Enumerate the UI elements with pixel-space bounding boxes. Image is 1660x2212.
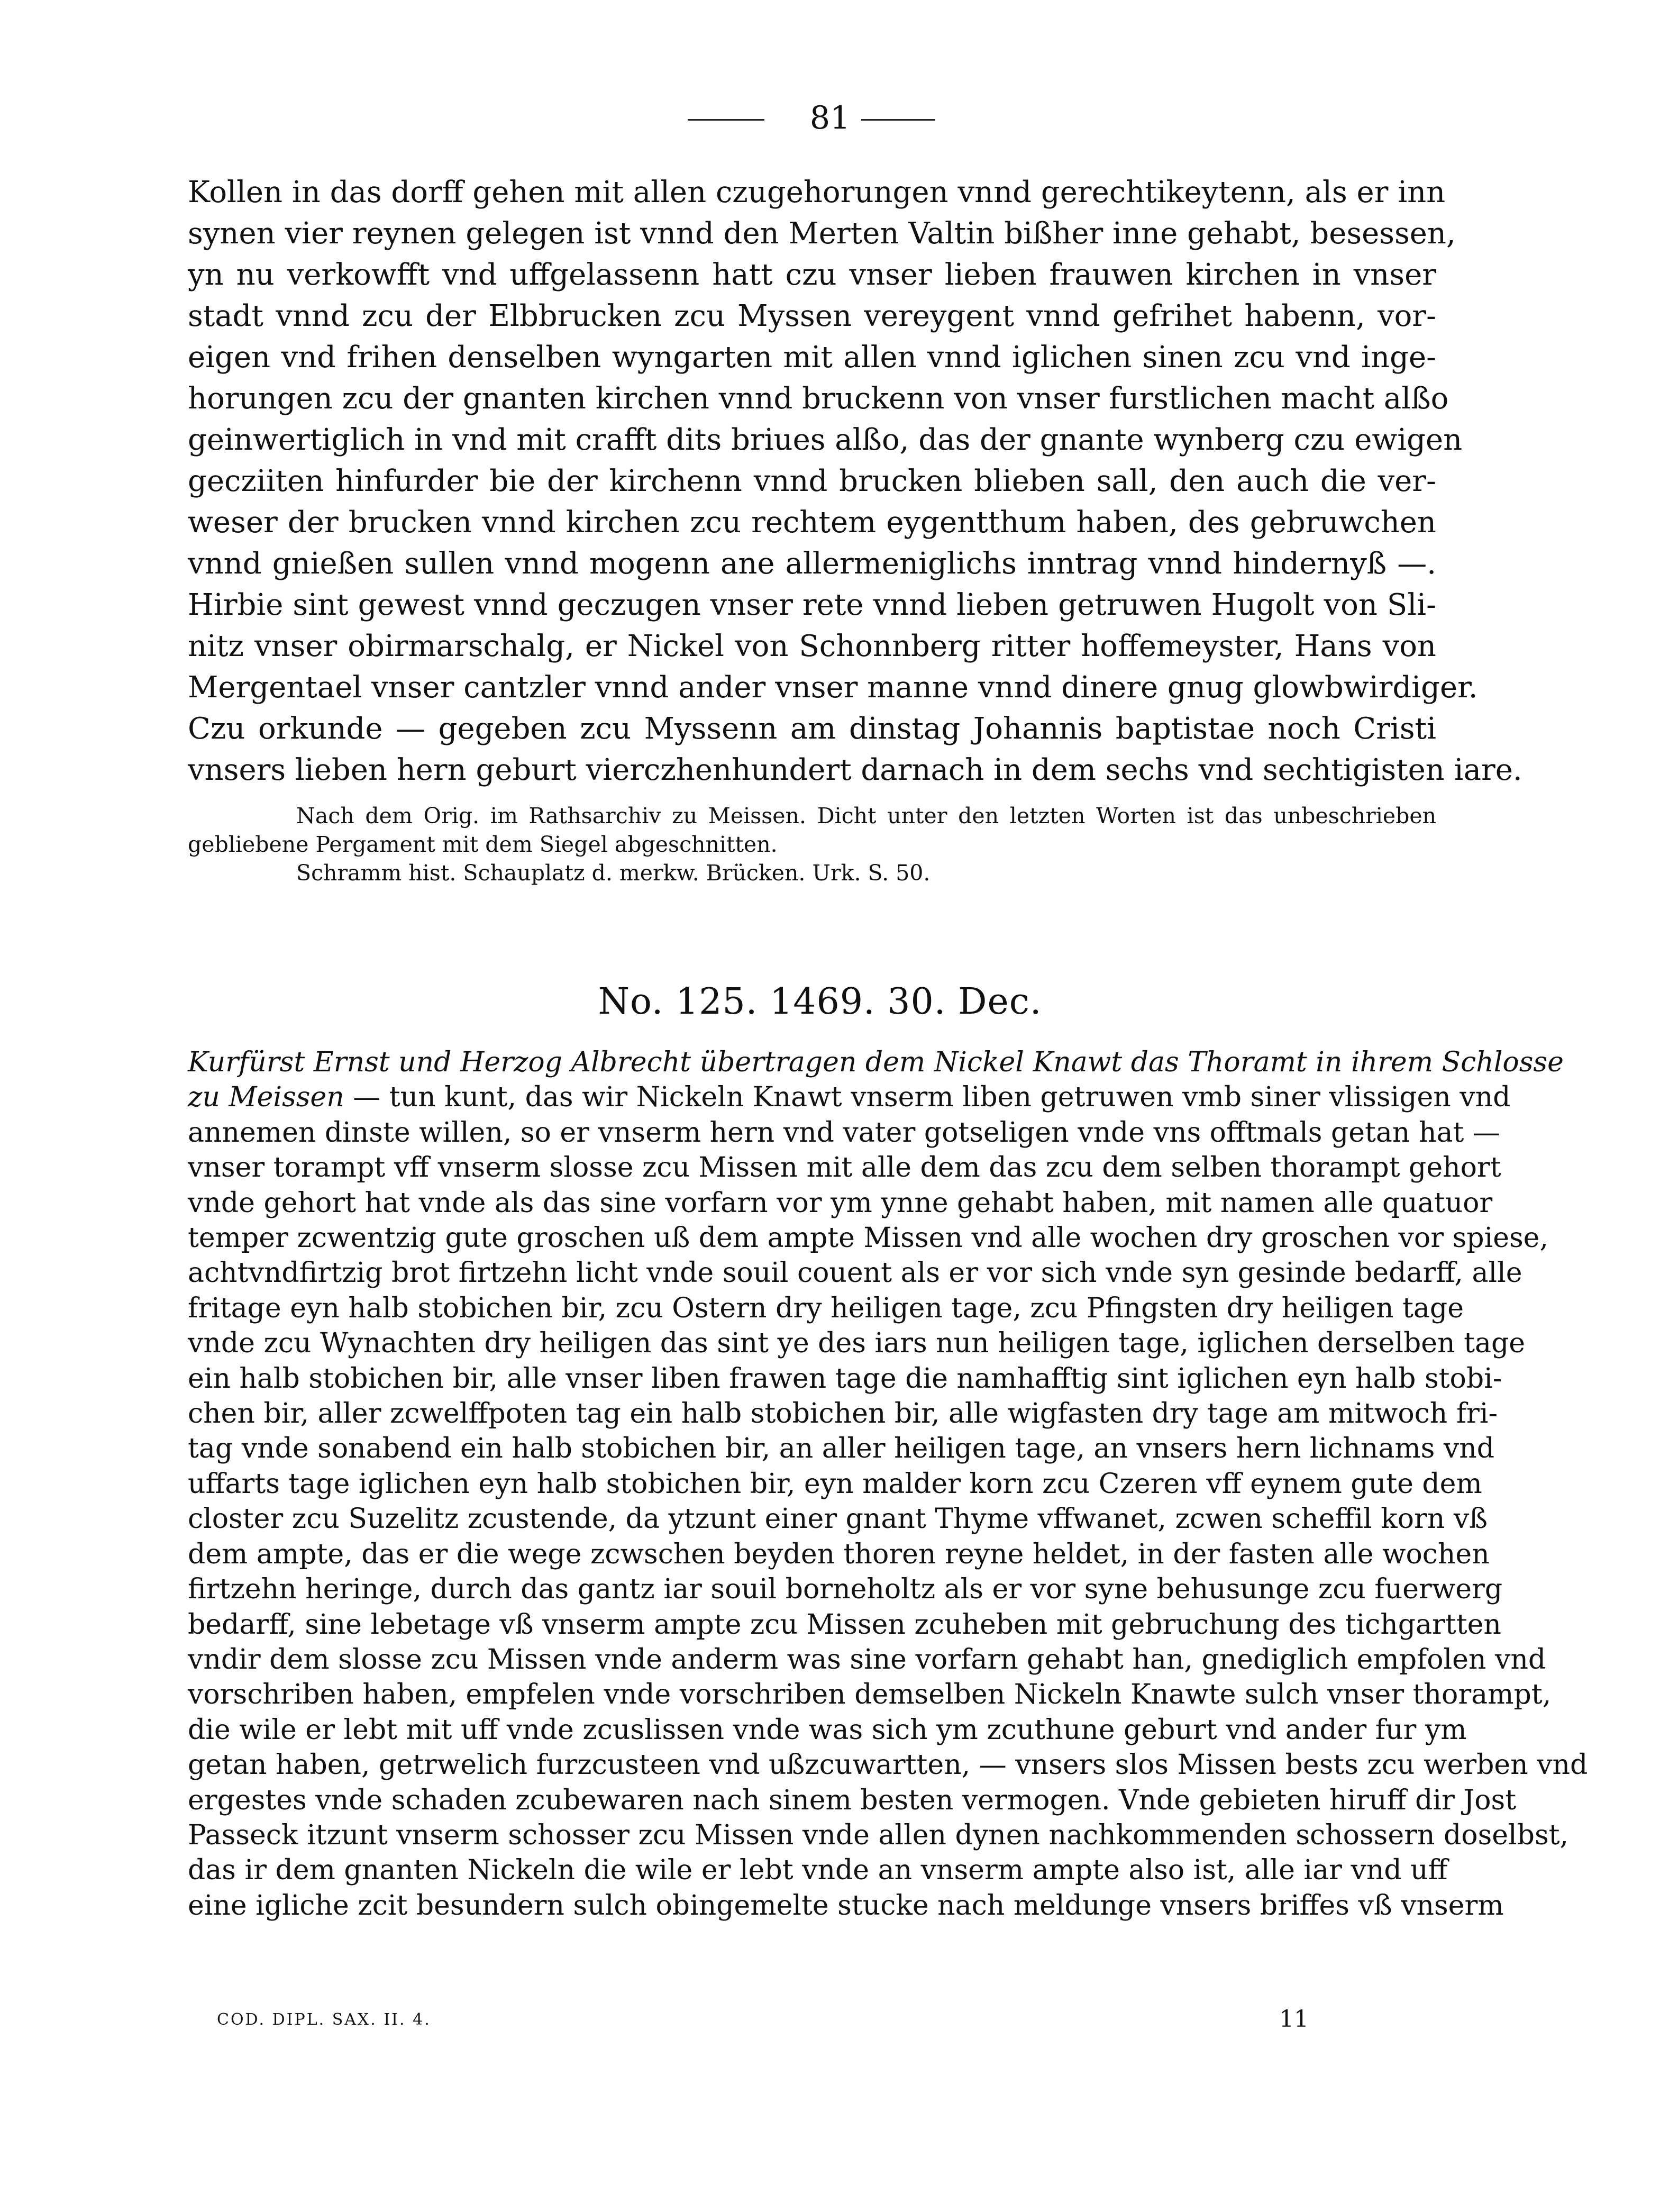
charter-line: nitz vnser obirmarschalg, er Nickel von Schonnberg ritter hoffemeyster, Hans von — [188, 629, 1436, 663]
source-reference — [296, 859, 984, 887]
body-line: das ir dem gnanten Nickeln die wile er lebt vnde an vnserm ampte also ist, alle iar vnd uff — [188, 1854, 1448, 1887]
document-body — [188, 1045, 1588, 1923]
charter-line: geinwertiglich in vnd mit crafft dits briues alßo, das der gnante wynberg czu ewigen — [188, 423, 1463, 457]
charter-line: gecziiten hinfurder bie der kirchenn vnnd brucken blieben sall, den auch die ver- — [188, 464, 1436, 498]
charter-line: Hirbie sint gewest vnnd geczugen vnser rete vnnd lieben getruwen Hugolt von Sli- — [188, 588, 1436, 622]
body-line: bedarff, sine lebetage vß vnserm ampte zcu Missen zcuheben mit gebruchung des tichgartten — [188, 1608, 1501, 1641]
body-line: closter zcu Suzelitz zcustende, da ytzunt einer gnant Thyme vffwanet, zcwen scheffil korn vß — [188, 1503, 1488, 1535]
source-note — [188, 802, 1436, 859]
charter-line: Czu orkunde — gegeben zcu Myssenn am dinstag Johannis baptistae noch Cristi — [188, 712, 1436, 746]
charter-line: horungen zcu der gnanten kirchen vnnd bruckenn von vnser furstlichen macht alßo — [188, 381, 1449, 416]
body-line: ergestes vnde schaden zcubewaren nach sinem besten vermogen. Vnde gebieten hiruff dir Jost — [188, 1784, 1517, 1816]
charter-line: yn nu verkowfft vnd uffgelassenn hatt czu vnser lieben frauwen kirchen in vnser — [188, 258, 1436, 292]
summary-line: Kurfürst Ernst und Herzog Albrecht übertragen dem Nickel Knawt das Thoramt in ihrem Schlosse — [188, 1046, 1564, 1078]
sheet-number: 11 — [1279, 2006, 1309, 2033]
body-line: temper zcwentzig gute groschen uß dem ampte Missen vnd alle wochen dry groschen vor spiese, — [188, 1222, 1548, 1254]
body-line: dem ampte, das er die wege zcwschen beyden thoren reyne heldet, in der fasten alle wochen — [188, 1538, 1490, 1570]
body-line: getan haben, getrwelich furzcusteen vnd ußzcuwartten, — vnsers slos Missen bests zcu werben vnd — [188, 1749, 1588, 1781]
charter-line: weser der brucken vnnd kirchen zcu rechtem eygentthum haben, des gebruwchen — [188, 505, 1436, 540]
body-line: die wile er lebt mit uff vnde zcuslissen vnde was sich ym zcuthune geburt vnd ander fur ym — [188, 1714, 1467, 1746]
body-line: achtvndfirtzig brot firtzehn licht vnde souil couent als er vor sich vnde syn gesinde bedarff, alle — [188, 1257, 1522, 1289]
body-line: vndir dem slosse zcu Missen vnde anderm was sine vorfarn gehabt han, gnediglich empfolen vnd — [188, 1643, 1546, 1676]
source-note-line: Nach dem Orig. im Rathsarchiv zu Meissen. Dicht unter den letzten Worten ist das unbeschrieben — [296, 803, 1436, 829]
charter-line: synen vier reynen gelegen ist vnnd den Merten Valtin bißher inne gehabt, besessen, — [188, 216, 1456, 251]
charter-text — [188, 172, 1522, 791]
charter-line: vnnd gnießen sullen vnnd mogenn ane allermeniglichs inntrag vnnd hindernyß —. — [188, 547, 1436, 581]
charter-line: eigen vnd frihen denselben wyngarten mit allen vnnd iglichen sinen zcu vnd inge- — [188, 340, 1436, 375]
charter-line: vnsers lieben hern geburt vierczhenhundert darnach in dem sechs vnd sechtigisten iare. — [188, 753, 1522, 787]
charter-line: Mergentael vnser cantzler vnnd ander vnser manne vnnd dinere gnug glowbwirdiger. — [188, 670, 1478, 705]
summary-line-rest: — tun kunt, das wir Nickeln Knawt vnserm liben getruwen vmb siner vlissigen vnd — [344, 1081, 1511, 1114]
summary-place: zu Meissen — [188, 1081, 344, 1114]
page-number-rule-left — [688, 119, 764, 121]
page-number-rule-right — [861, 119, 935, 121]
charter-line: Kollen in das dorff gehen mit allen czugehorungen vnnd gerechtikeytenn, als er inn — [188, 175, 1446, 210]
source-reference-line: Schramm hist. Schauplatz d. merkw. Brücken. Urk. S. 50. — [296, 860, 931, 886]
source-note-line: gebliebene Pergament mit dem Siegel abgeschnitten. — [188, 832, 778, 857]
body-line: fritage eyn halb stobichen bir, zcu Ostern dry heiligen tage, zcu Pfingsten dry heiligen tage — [188, 1292, 1464, 1324]
body-line: vnde zcu Wynachten dry heiligen das sint ye des iars nun heiligen tage, iglichen derselben tage — [188, 1327, 1526, 1360]
body-line: ein halb stobichen bir, alle vnser liben frawen tage die namhafftig sint iglichen eyn halb stobi- — [188, 1362, 1502, 1395]
body-line: annemen dinste willen, so er vnserm hern vnd vater gotseligen vnde vns offtmals getan hat — — [188, 1116, 1500, 1149]
body-line: Passeck itzunt vnserm schosser zcu Missen vnde allen dynen nachkommenden schossern doselbst, — [188, 1819, 1569, 1851]
body-line: vorschriben haben, empfelen vnde vorschriben demselben Nickeln Knawte sulch vnser thorampt, — [188, 1679, 1552, 1711]
body-line: tag vnde sonabend ein halb stobichen bir, an aller heiligen tage, an vnsers hern lichnams vnd — [188, 1433, 1495, 1465]
body-line: vnde gehort hat vnde als das sine vorfarn vor ym ynne gehabt haben, mit namen alle quatuor — [188, 1187, 1493, 1219]
signature-mark: COD. DIPL. SAX. II. 4. — [217, 2010, 431, 2029]
page-number: 81 — [809, 99, 851, 136]
document-heading: No. 125. 1469. 30. Dec. — [598, 981, 1042, 1023]
summary-line — [188, 1080, 1511, 1115]
charter-line: stadt vnnd zcu der Elbbrucken zcu Myssen vereygent vnnd gefrihet habenn, vor- — [188, 299, 1436, 333]
body-line: eine igliche zcit besundern sulch obingemelte stucke nach meldunge vnsers briffes vß vnserm — [188, 1889, 1504, 1922]
body-line: chen bir, aller zcwelffpoten tag ein halb stobichen bir, alle wigfasten dry tage am mitwoch fri- — [188, 1398, 1498, 1430]
body-line: uffarts tage iglichen eyn halb stobichen bir, eyn malder korn zcu Czeren vff eynem gute dem — [188, 1468, 1482, 1500]
body-line: vnser torampt vff vnserm slosse zcu Missen mit alle dem das zcu dem selben thorampt gehort — [188, 1152, 1501, 1184]
body-line: firtzehn heringe, durch das gantz iar souil borneholtz als er vor syne behusunge zcu fuerwerg — [188, 1573, 1503, 1606]
